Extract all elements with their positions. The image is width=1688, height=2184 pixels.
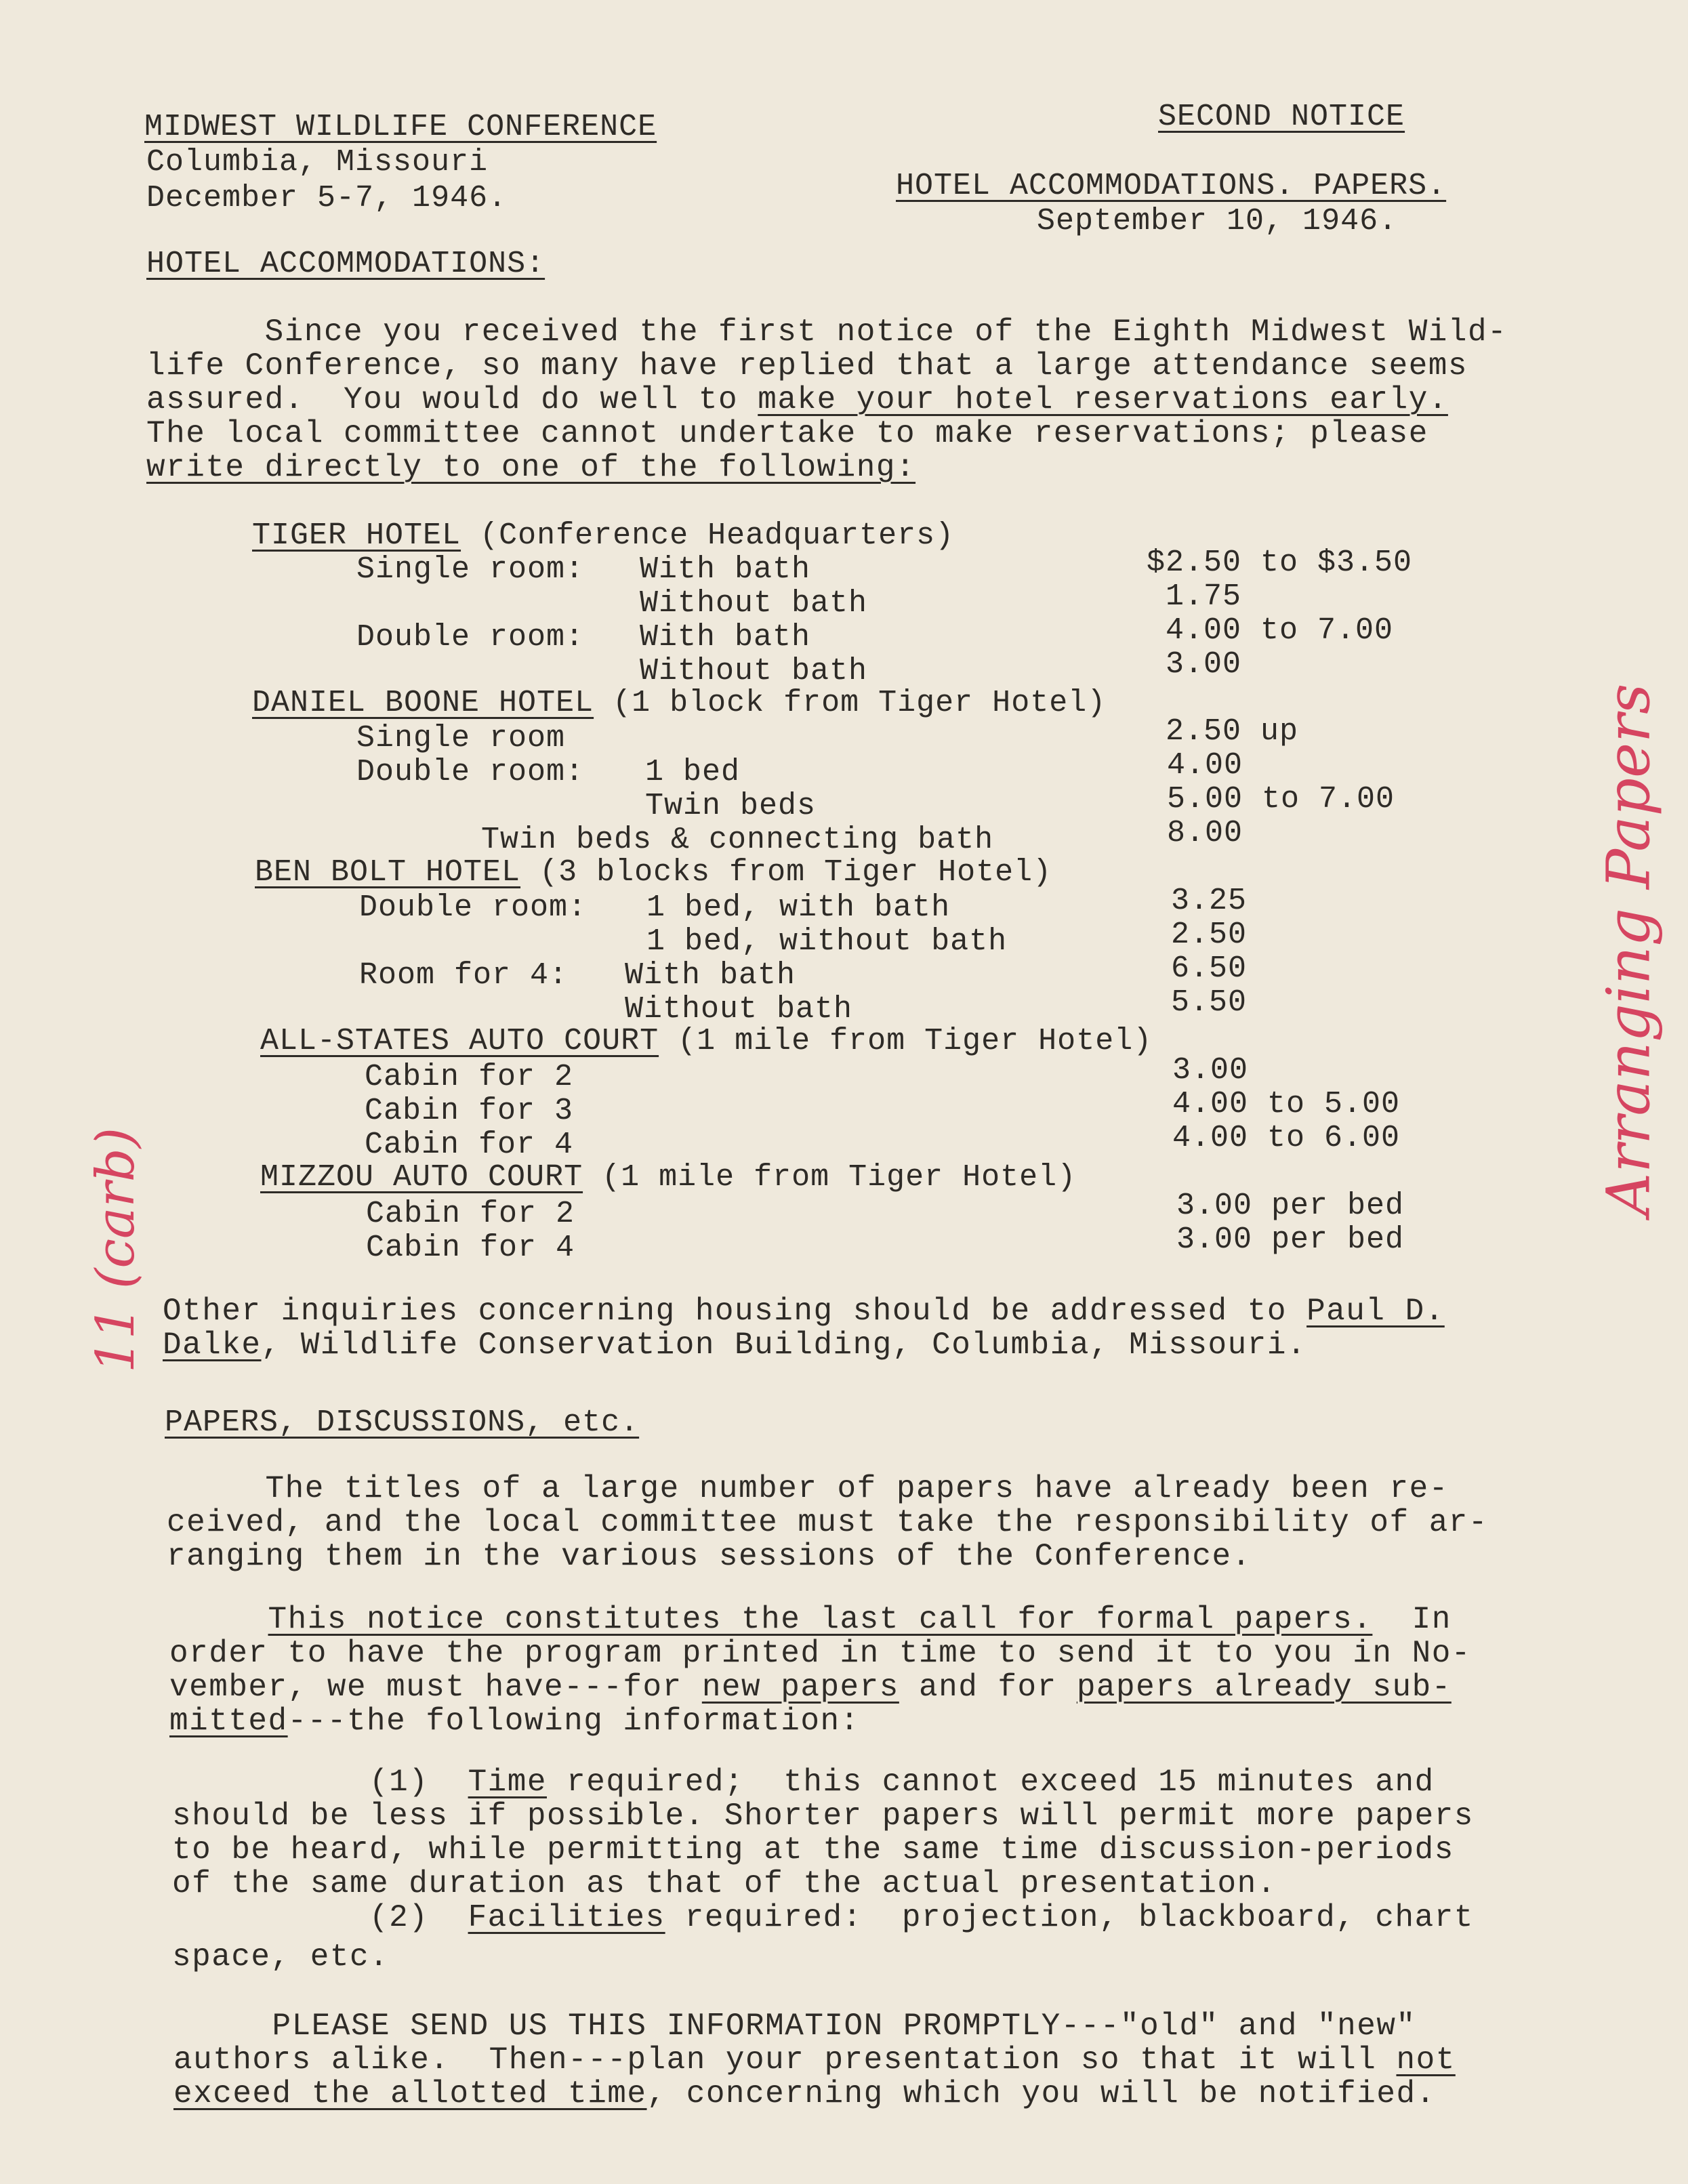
room-price: 1.75	[1166, 579, 1242, 614]
hotel-section-heading: HOTEL ACCOMMODATIONS:	[146, 247, 545, 281]
room-price: 5.00 to 7.00	[1167, 782, 1395, 817]
closing-paragraph: PLEASE SEND US THIS INFORMATION PROMPTLY---"old" and "new" authors alike. Then---plan your presentation so that it will not exceed the allotted time, concerning which you will be notified.	[173, 2008, 1456, 2111]
room-detail: 1 bed	[645, 755, 741, 789]
room-type: Double room:	[359, 890, 588, 925]
room-price: 3.00 per bed	[1176, 1189, 1405, 1223]
room-detail: Twin beds	[645, 789, 817, 823]
inquiries-paragraph: Other inquiries concerning housing should be addressed to Paul D. Dalke, Wildlife Conservation Building, Columbia, Missouri.	[163, 1294, 1445, 1363]
room-price: 4.00 to 6.00	[1172, 1121, 1401, 1155]
hotel-name: TIGER HOTEL (Conference Headquarters)	[252, 518, 955, 553]
room-price: 4.00 to 7.00	[1166, 613, 1394, 648]
room-detail: Without bath	[640, 586, 868, 621]
room-type: Double room:	[356, 620, 585, 655]
room-price: 3.25	[1171, 884, 1248, 918]
room-detail: 1 bed, with bath	[646, 890, 951, 925]
papers-section-heading: PAPERS, DISCUSSIONS, etc.	[165, 1405, 640, 1440]
room-detail: 1 bed, without bath	[646, 924, 1008, 959]
intro-line: life Conference, so many have replied that a large attendance seems	[146, 348, 1468, 384]
room-type: Single room:	[356, 552, 585, 587]
conference-dates: December 5-7, 1946.	[146, 181, 508, 215]
room-price: 8.00	[1167, 816, 1243, 850]
room-detail: Without bath	[640, 654, 868, 688]
room-detail: With bath	[640, 620, 811, 655]
room-type: Room for 4:	[359, 958, 569, 993]
handwritten-margin-note: Arranging Papers	[1593, 683, 1664, 1216]
room-price: $2.50 to $3.50	[1147, 545, 1413, 580]
room-price: 2.50	[1171, 918, 1248, 952]
last-call-emphasis: This notice constitutes the last call for formal papers.	[268, 1602, 1373, 1637]
room-type: Cabin for 2	[366, 1197, 575, 1231]
intro-line: The local committee cannot undertake to make reservations; please	[146, 416, 1428, 451]
papers-paragraph-2: This notice constitutes the last call for formal papers. In order to have the program printed in time to send it to you in No- vember, we must have---for new papers and for papers already sub- mitted---the following information:	[169, 1602, 1471, 1739]
room-type: Cabin for 4	[366, 1231, 575, 1265]
intro-line: assured. You would do well to	[146, 382, 758, 417]
room-price: 2.50 up	[1166, 714, 1299, 749]
conference-title: MIDWEST WILDLIFE CONFERENCE	[144, 110, 657, 144]
room-price: 3.00	[1166, 647, 1242, 682]
notice-subject: HOTEL ACCOMMODATIONS. PAPERS.	[896, 169, 1447, 203]
room-price: 6.50	[1171, 951, 1248, 986]
room-price: 4.00	[1167, 748, 1243, 783]
room-price: 3.00	[1172, 1053, 1249, 1088]
room-type: Single room	[356, 721, 566, 756]
conference-location: Columbia, Missouri	[146, 145, 489, 180]
contact-name: Dalke	[163, 1327, 262, 1363]
room-price: 5.50	[1171, 985, 1248, 1020]
hotel-intro-paragraph	[146, 315, 1507, 485]
intro-emphasis: make your hotel reservations early.	[758, 382, 1448, 417]
intro-emphasis: write directly to one of the following:	[146, 450, 916, 485]
room-detail: Without bath	[625, 992, 853, 1027]
room-detail: With bath	[625, 958, 796, 993]
room-type: Cabin for 2	[365, 1060, 574, 1094]
contact-name: Paul D.	[1306, 1294, 1445, 1329]
papers-paragraph-1: The titles of a large number of papers have already been re- ceived, and the local committee must take the responsibility of ar- ranging them in the various sessions of the Conference.	[167, 1471, 1489, 1574]
hotel-name: MIZZOU AUTO COURT (1 mile from Tiger Hotel)	[260, 1160, 1077, 1195]
hotel-name: ALL-STATES AUTO COURT (1 mile from Tiger Hotel)	[260, 1024, 1153, 1058]
papers-item-list: (1) Time required; this cannot exceed 15 minutes and should be less if possible. Shorter papers will permit more papers to be heard, while permitting at the same time discussion-periods of the same duration as that of the actual presentation. (2) Facilities required: projection, blackboard, chart space, etc.	[172, 1765, 1474, 1975]
room-price: 3.00 per bed	[1176, 1222, 1405, 1257]
room-type: Twin beds & connecting bath	[481, 823, 994, 857]
item-keyword: Facilities	[468, 1900, 665, 1935]
handwritten-left-note: 11 (carb)	[85, 1127, 147, 1374]
room-type: Cabin for 3	[365, 1094, 574, 1128]
room-price: 4.00 to 5.00	[1172, 1087, 1401, 1121]
notice-date: September 10, 1946.	[1037, 204, 1398, 239]
room-type: Double room:	[356, 755, 585, 789]
hotel-name: BEN BOLT HOTEL (3 blocks from Tiger Hotel)	[255, 855, 1052, 890]
notice-label: SECOND NOTICE	[1158, 100, 1405, 134]
room-type: Cabin for 4	[365, 1128, 574, 1162]
hotel-name: DANIEL BOONE HOTEL (1 block from Tiger Hotel)	[252, 686, 1107, 720]
room-detail: With bath	[640, 552, 811, 587]
intro-line: Since you received the first notice of the Eighth Midwest Wild-	[146, 314, 1508, 350]
item-keyword: Time	[468, 1765, 547, 1800]
